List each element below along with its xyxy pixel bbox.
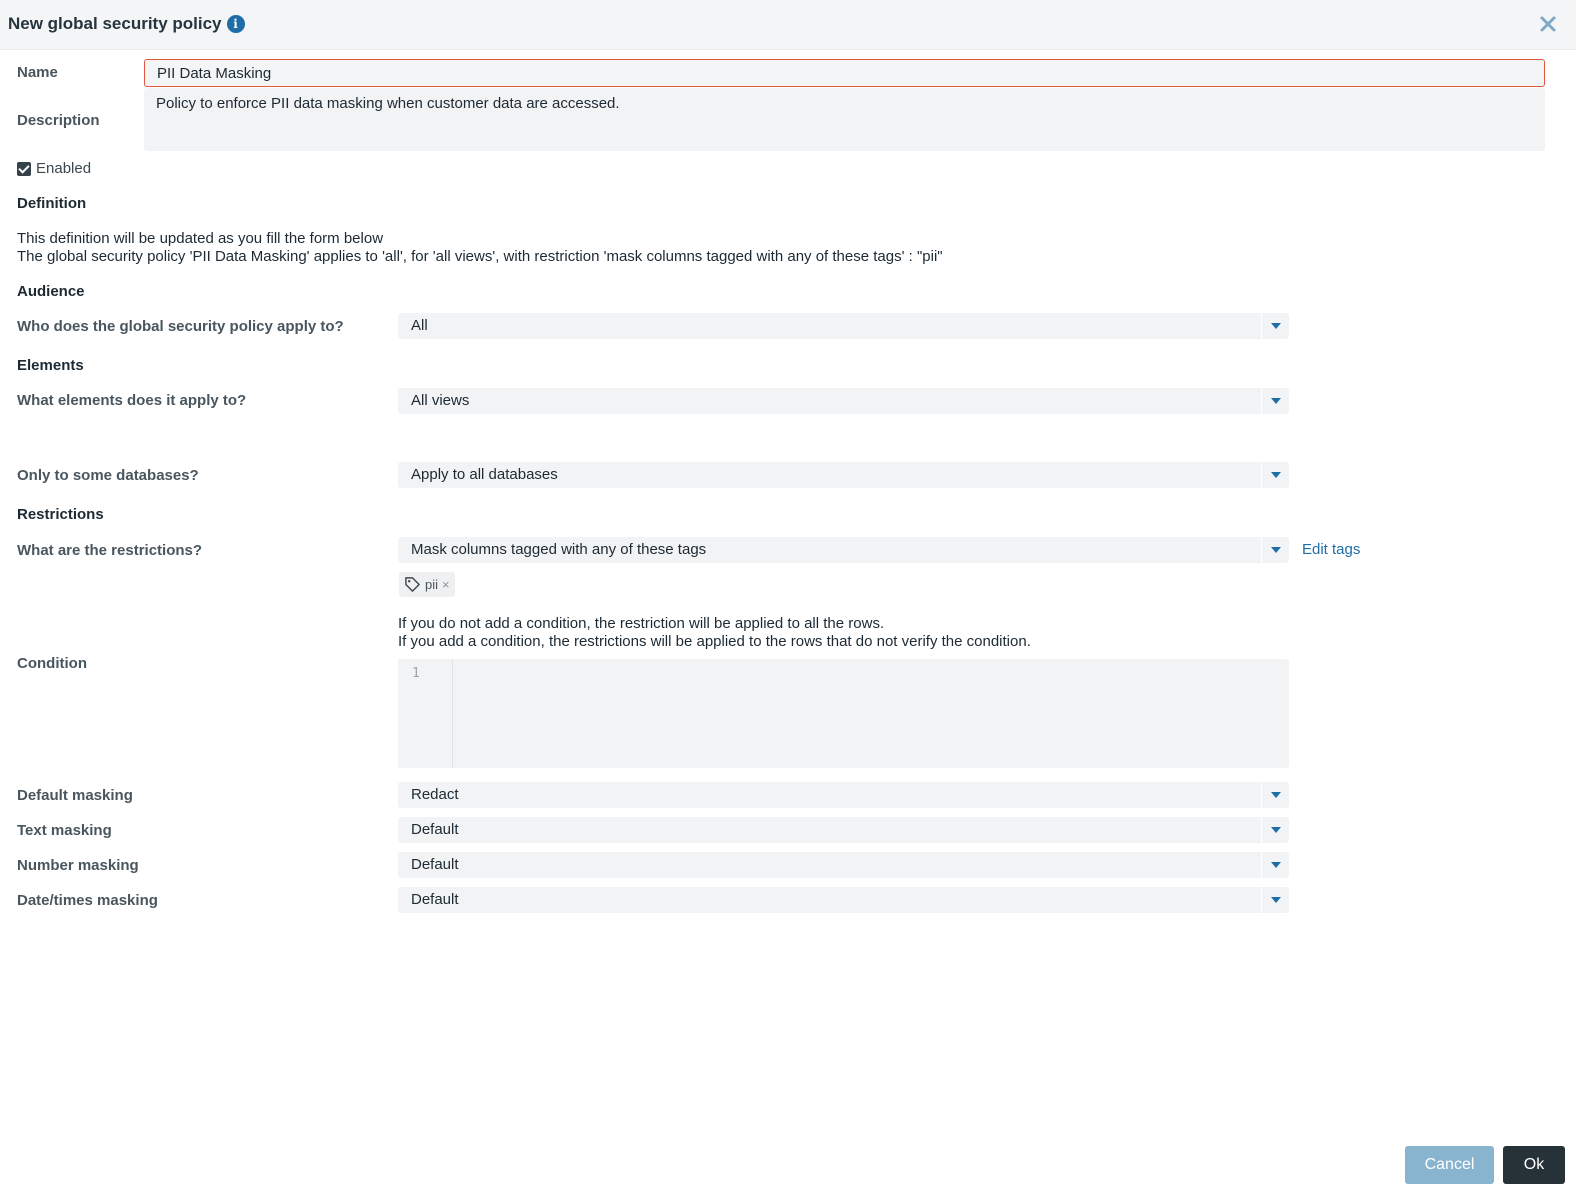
definition-text xyxy=(17,230,943,266)
databases-question: Only to some databases? xyxy=(17,467,199,484)
number-masking-select[interactable] xyxy=(398,852,1289,878)
number-masking-value: Default xyxy=(411,856,459,873)
audience-select[interactable] xyxy=(398,313,1289,339)
ok-button[interactable]: Ok xyxy=(1503,1146,1565,1184)
dialog-title: New global security policy xyxy=(8,14,222,33)
chevron-down-icon[interactable] xyxy=(1261,313,1289,339)
description-textarea[interactable]: Policy to enforce PII data masking when customer data are accessed. xyxy=(144,88,1545,151)
remove-tag-icon[interactable]: × xyxy=(442,577,450,592)
editor-gutter xyxy=(398,659,453,768)
text-masking-value: Default xyxy=(411,821,459,838)
condition-help-line-2: If you add a condition, the restrictions will be applied to the rows that do not verify the condition. xyxy=(398,633,1031,650)
condition-help xyxy=(398,615,1031,651)
restrictions-heading: Restrictions xyxy=(17,506,104,523)
audience-select-value: All xyxy=(411,317,428,334)
name-label: Name xyxy=(17,64,58,81)
name-input[interactable]: PII Data Masking xyxy=(144,59,1545,87)
close-icon[interactable] xyxy=(1538,14,1558,34)
chevron-down-icon[interactable] xyxy=(1261,887,1289,913)
chevron-down-icon[interactable] xyxy=(1261,537,1289,563)
definition-line-1: This definition will be updated as you fill the form below xyxy=(17,230,384,247)
audience-heading: Audience xyxy=(17,283,85,300)
elements-select[interactable] xyxy=(398,388,1289,414)
databases-select-value: Apply to all databases xyxy=(411,466,558,483)
tag-chip xyxy=(399,572,455,597)
tag-chip-label: pii xyxy=(425,577,439,592)
restrictions-select[interactable] xyxy=(398,537,1289,563)
elements-question: What elements does it apply to? xyxy=(17,392,247,409)
text-masking-select[interactable] xyxy=(398,817,1289,843)
line-number: 1 xyxy=(412,666,420,681)
date-masking-value: Default xyxy=(411,891,459,908)
dialog-header xyxy=(0,0,1576,50)
elements-heading: Elements xyxy=(17,357,84,374)
info-icon[interactable]: i xyxy=(227,15,245,33)
date-masking-label: Date/times masking xyxy=(17,892,158,909)
condition-help-line-1: If you do not add a condition, the restriction will be applied to all the rows. xyxy=(398,615,885,632)
number-masking-label: Number masking xyxy=(17,857,139,874)
chevron-down-icon[interactable] xyxy=(1261,462,1289,488)
audience-question: Who does the global security policy apply to? xyxy=(17,318,344,335)
default-masking-select[interactable] xyxy=(398,782,1289,808)
enabled-checkbox[interactable] xyxy=(17,162,31,176)
chevron-down-icon[interactable] xyxy=(1261,852,1289,878)
dialog-title-group xyxy=(8,14,245,34)
definition-line-2: The global security policy 'PII Data Masking' applies to 'all', for 'all views', with restriction 'mask columns tagged with any of these tags' : "pii" xyxy=(17,248,943,265)
default-masking-label: Default masking xyxy=(17,787,133,804)
enabled-checkbox-row[interactable] xyxy=(17,160,91,177)
elements-select-value: All views xyxy=(411,392,470,409)
default-masking-value: Redact xyxy=(411,786,459,803)
tag-icon xyxy=(404,576,421,593)
date-masking-select[interactable] xyxy=(398,887,1289,913)
edit-tags-link[interactable]: Edit tags xyxy=(1302,541,1361,558)
databases-select[interactable] xyxy=(398,462,1289,488)
chevron-down-icon[interactable] xyxy=(1261,782,1289,808)
chevron-down-icon[interactable] xyxy=(1261,388,1289,414)
chevron-down-icon[interactable] xyxy=(1261,817,1289,843)
enabled-label: Enabled xyxy=(36,160,92,177)
cancel-button[interactable]: Cancel xyxy=(1405,1146,1494,1184)
restrictions-question: What are the restrictions? xyxy=(17,542,203,559)
condition-code-editor[interactable] xyxy=(398,659,1289,768)
description-label: Description xyxy=(17,112,100,129)
condition-label: Condition xyxy=(17,655,87,672)
definition-heading: Definition xyxy=(17,195,87,212)
text-masking-label: Text masking xyxy=(17,822,112,839)
restrictions-select-value: Mask columns tagged with any of these tags xyxy=(411,541,707,558)
